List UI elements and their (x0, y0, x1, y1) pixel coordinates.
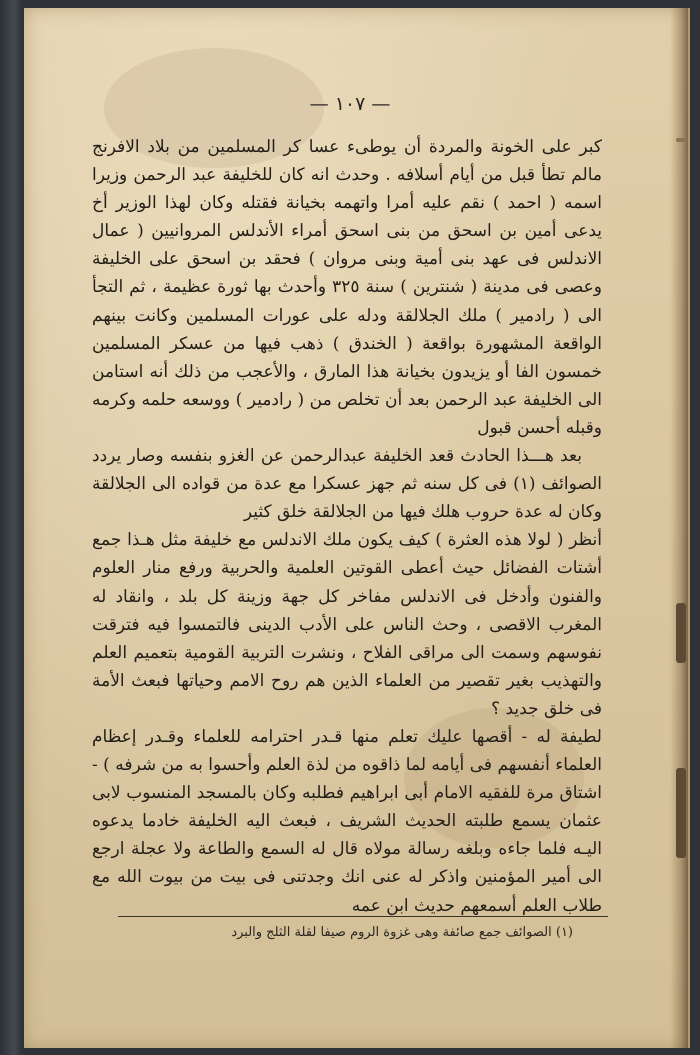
paragraph: لطيفة له - أقصها عليك تعلم منها قـدر احترامه للعلماء وقـدر إعظام العلماء أنفسهم فى أيامه لما ذاقوه من لذة العلم وأحسوا به من شرفه ) - اشتاق مرة للفقيه الامام أبى ابراهيم فطلبه وكان بالمسجد المنسوب لابى عثمان يسمع طلبته الحديث الشريف ، فبعث اليه الخليفة خادما يدعوه اليـه فلما جاءه وبلغه رسالة مولاه قال له السمع والطاعة ولا عجلة ارجع الى أمير المؤمنين واذكر له عنى انك وجدتنى فى بيت من بيوت الله مع طلاب العلم أسمعهم حديث ابن عمه (92, 726, 602, 916)
footnote-divider (118, 916, 608, 917)
page-number: — ١٠٧ — (309, 93, 391, 115)
page-edge-shadow (670, 8, 688, 1048)
page-tear (676, 603, 686, 663)
footnote: (١) الصوائف جمع صائفة وهى غزوة الروم صيفا لقلة الثلج والبرد (231, 925, 573, 940)
page-tear (676, 138, 686, 142)
paragraph: كبر على الخونة والمردة أن يوطىء عسا كر المسلمين من بلاد الافرنج مالم تطأ قبل من أيام أسلافه . وحدث انه كان للخليفة عبد الرحمن وزيرا اسمه ( احمد ) نقم عليه أمرا واتهمه بخيانة فقتله وكان لهذا الوزير أخ يدعى أمين بن اسحق من بنى اسحق أمراء الأندلس المروانيين ( عمال الاندلس فى عهد بنى أمية وبنى مروان ) فحقد بن اسحق على الخليفة وعصى فى مدينة ( شنترين ) سنة ٣٢٥ وأحدث بها ثورة عظيمة ، ثم التجأ الى ( رادمير ) ملك الجلالقة ودله على عورات المسلمين وكانت بينهم الواقعة المشهورة بواقعة ( الخندق ) ذهب فيها من عسكر المسلمين خمسون الفا أو يزيدون بخيانة هذا المارق ، والأعجب من ذلك أنه استامن الى الخليفة عبد الرحمن بعد أن تخلص من ( رادمير ) ووسعه حلمه وكرمه وقبله أحسن قبول (92, 137, 602, 438)
page-tear (676, 768, 686, 858)
paragraph: بعد هـــذا الحادث قعد الخليفة عبدالرحمن عن الغزو بنفسه وصار يردد الصوائف (١) فى كل سنه ثم جهز عسكرا مع عدة من قواده الى الجلالقة وكان له عدة حروب هلك فيها من الجلالقة خلق كثير (92, 446, 602, 523)
paragraph: أنظر ( لولا هذه العثرة ) كيف يكون ملك الاندلس مع خليفة مثل هـذا جمع أشتات الفضائل حيث أعطى القوتين العلمية والحربية ورفع منار العلوم والفنون وأدخل فى الاندلس مفاخر كل جهة وزينة كل بلد ، وانقاد له المغرب الاقصى ، وحث الناس على الأدب الدينى فالتمسوا فيه فترقت نفوسهم وسمت الى مراقى الفلاح ، ونشرت التربية القومية بتعميم العلم والتهذيب بغير تقصير من العلماء الذين هم روح الامم وحياتها فبعث الأمة فى خلق جديد ؟ (92, 530, 602, 719)
main-text (92, 133, 602, 920)
